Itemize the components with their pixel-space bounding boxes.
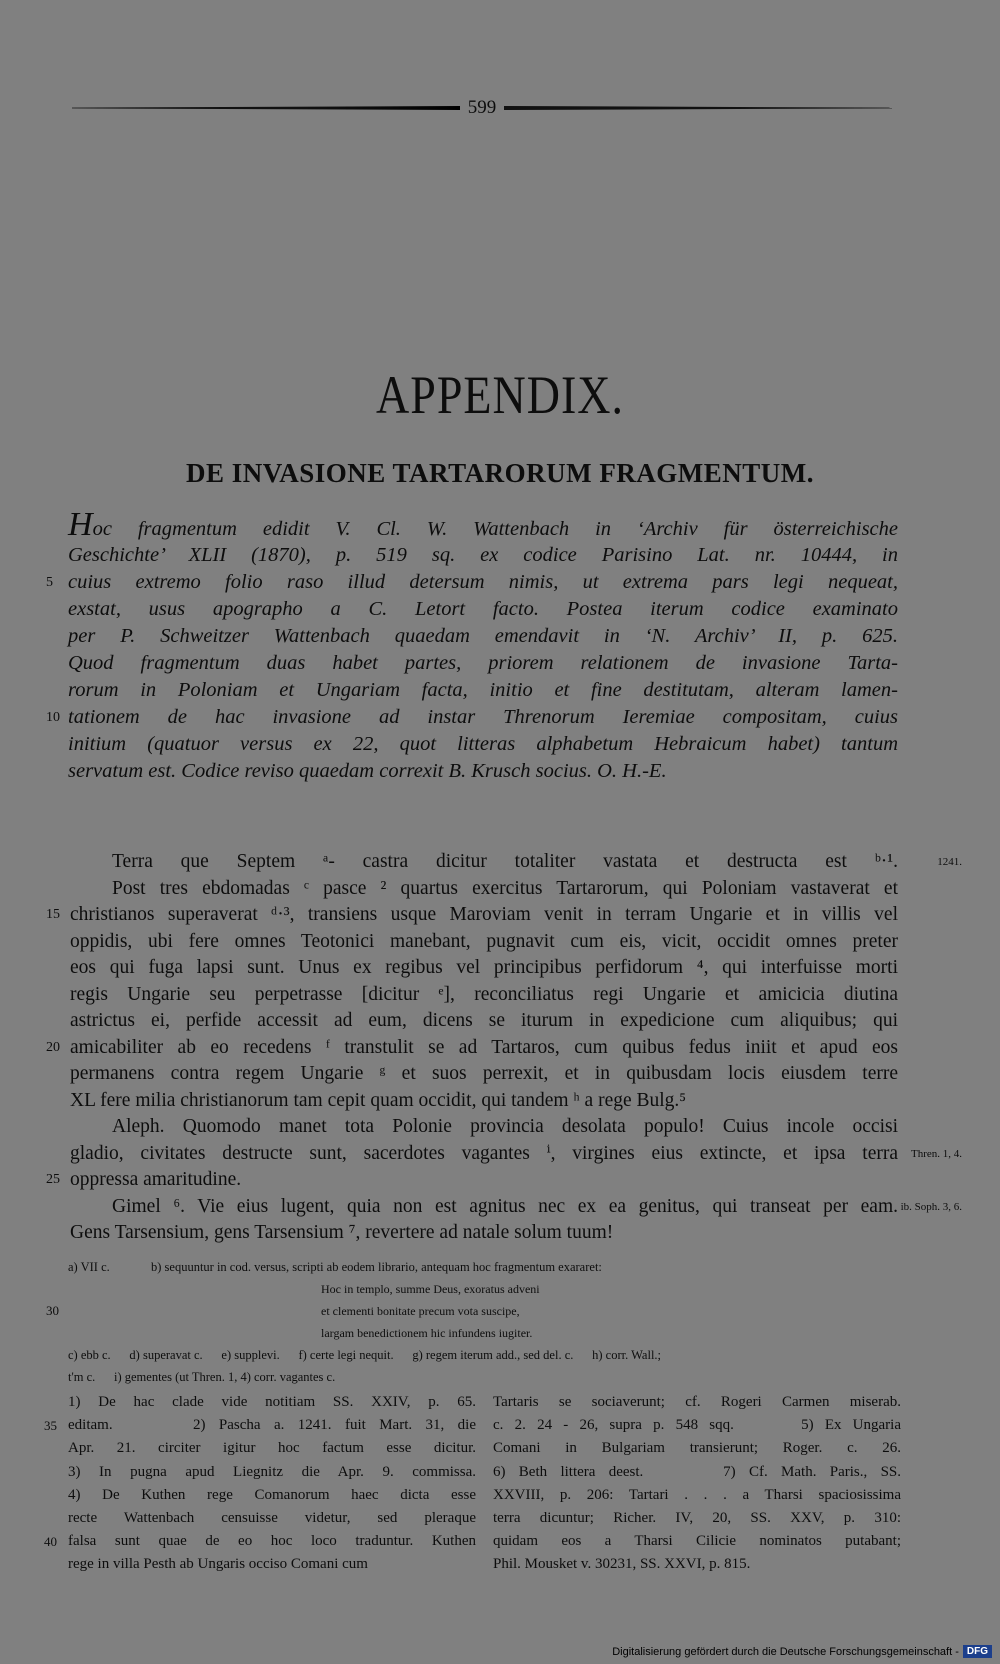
- intro-text: oc fragmentum edidit V. Cl. W. Wattenbach in ‘Archiv für österreichische: [92, 518, 898, 540]
- line-text: christianos superaverat ᵈ·³, transiens usque Maroviam venit in terram Ungarie et in villis vel: [70, 904, 898, 925]
- footnote-text: terra dicuntur; Richer. IV, 20, SS. XXV, p. 310:: [493, 1509, 901, 1526]
- appendix-title: APPENDIX.: [376, 364, 624, 425]
- text-line: [70, 955, 898, 982]
- line-text: Gens Tarsensium, gens Tarsensium ⁷, revertere ad natale solum tuum!: [70, 1222, 614, 1243]
- footnote-line: [493, 1507, 901, 1530]
- footnote-line: [68, 1484, 476, 1507]
- text-line: [70, 1088, 898, 1115]
- footnote-text: 4) De Kuthen rege Comanorum haec dicta esse: [68, 1486, 476, 1503]
- footnote-text: Comani in Bulgariam transierunt; Roger. c. 26.: [493, 1440, 901, 1457]
- text-line: [70, 1114, 898, 1141]
- line-number: 20: [46, 1039, 60, 1055]
- text-line: [70, 1141, 962, 1168]
- footnote-line: [493, 1437, 901, 1460]
- apparatus-line-c: c) ebb c. d) superavat c. e) supplevi. f) certe legi nequit. g) regem iterum add., sed del. c. h) corr. Wall.;: [68, 1348, 662, 1362]
- line-text: Aleph. Quomodo manet tota Polonie provincia desolata populo! Cuius incole occisi: [112, 1116, 898, 1137]
- fragment-title: DE INVASIONE TARTARORUM FRAGMENTUM.: [185, 458, 815, 488]
- footnote-line: [68, 1437, 476, 1460]
- intro-line: [46, 569, 898, 596]
- verse-line: et clementi bonitate precum vota suscipe,: [321, 1304, 520, 1318]
- footnote-line: [68, 1391, 476, 1414]
- intro-line: [46, 704, 898, 731]
- footnote-text: quidam eos a Tharsi Cilicie nominatos putabant;: [493, 1533, 901, 1550]
- line-number: 15: [46, 907, 60, 922]
- intro-line: [68, 731, 898, 758]
- page-number: 599: [467, 97, 497, 118]
- introduction-paragraph: [46, 506, 898, 785]
- line-text: Gimel ⁶. Vie eius lugent, quia non est agnitus nec ex ea genitus, qui transeat per eam.: [112, 1195, 898, 1217]
- text-line: [70, 849, 962, 876]
- footnote-text: editam. 2) Pascha a. 1241. fuit Mart. 31, die: [68, 1417, 476, 1434]
- line-number: 40: [44, 1534, 57, 1550]
- intro-line: [68, 758, 898, 785]
- intro-line: [68, 623, 898, 650]
- line-text: amicabiliter ab eo recedens ᶠ transtulit se ad Tartaros, cum quibus fedus iniit et apud eos: [70, 1036, 898, 1058]
- header-rule-right: [504, 106, 892, 110]
- footnote-text: falsa sunt quae de eo hoc loco traduntur. Kuthen: [68, 1533, 476, 1550]
- apparatus-verse: [68, 1322, 898, 1344]
- intro-text: Geschichte’ XLII (1870), p. 519 sq. ex codice Parisino Lat. nr. 10444, in: [68, 544, 898, 566]
- footnote-text: 6) Beth littera deest. 7) Cf. Math. Paris., SS.: [493, 1463, 901, 1480]
- text-line: [46, 1035, 898, 1062]
- footnote-text: rege in villa Pesth ab Ungaris occiso Comani cum: [68, 1556, 368, 1573]
- text-line: [70, 982, 898, 1009]
- line-text: eos qui fuga lapsi sunt. Unus ex regibus vel principibus perfidorum ⁴, qui interfuisse morti: [70, 957, 898, 978]
- intro-line: [68, 650, 898, 677]
- verse-line: largam benedictionem hic infundens iugiter.: [321, 1326, 533, 1340]
- line-text: Post tres ebdomadas ᶜ pasce ² quartus exercitus Tartarorum, qui Poloniam vastaverat et: [112, 877, 898, 899]
- marginal-citation: 1241.: [937, 856, 962, 868]
- footnote-line: [493, 1391, 901, 1414]
- credit-text: Digitalisierung gefördert durch die Deutsche Forschungsgemeinschaft -: [612, 1645, 959, 1658]
- line-text: oppressa amaritudine.: [70, 1169, 242, 1190]
- header-rule-left: [72, 106, 460, 110]
- initial-letter: H: [68, 506, 93, 543]
- footnote-text: 3) In pugna apud Liegnitz die Apr. 9. commissa.: [68, 1463, 476, 1480]
- intro-line: [68, 596, 898, 623]
- intro-line: [68, 506, 898, 543]
- footnote-text: recte Wattenbach censuisse videtur, sed pleraque: [68, 1509, 476, 1526]
- footnote-line: [44, 1414, 476, 1437]
- apparatus-line-ab: [68, 1256, 898, 1278]
- footnote-line: [493, 1414, 901, 1437]
- intro-text: cuius extremo folio raso illud detersum nimis, ut extrema pars legi nequeat,: [68, 571, 898, 593]
- intro-text: Quod fragmentum duas habet partes, priorem relationem de invasione Tarta-: [68, 652, 898, 674]
- text-line: [70, 876, 898, 903]
- apparatus-note-a: a) VII c.: [68, 1260, 110, 1274]
- text-line: [70, 929, 898, 956]
- footnote-text: Apr. 21. circiter igitur hoc factum esse dicitur.: [68, 1440, 476, 1457]
- critical-apparatus: [46, 1256, 898, 1388]
- marginal-citation: ib. Soph. 3, 6.: [900, 1200, 962, 1213]
- footnote-text: 1) De hac clade vide notitiam SS. XXIV, p. 65.: [68, 1394, 476, 1410]
- intro-text: initium (quatuor versus ex 22, quot litteras alphabetum Hebraicum habet) tantum: [68, 733, 898, 755]
- footnote-line: [493, 1553, 901, 1576]
- intro-text: servatum est. Codice reviso quaedam correxit B. Krusch socius. O. H.-E.: [68, 760, 667, 782]
- line-number: 25: [46, 1172, 60, 1187]
- footnote-text: Phil. Mousket v. 30231, SS. XXVI, p. 815.: [493, 1556, 751, 1573]
- text-line: [70, 1061, 898, 1088]
- intro-text: rorum in Poloniam et Ungariam facta, initio et fine destitutam, alteram lamen-: [68, 679, 898, 701]
- footnote-line: [493, 1530, 901, 1553]
- line-text: permanens contra regem Ungarie ᵍ et suos perrexit, et in quibusdam locis eiusdem terre: [70, 1063, 898, 1084]
- footnote-text: XXVIII, p. 206: Tartari . . . a Tharsi spaciosissima: [493, 1486, 901, 1503]
- text-line: [70, 1220, 898, 1247]
- intro-line: [68, 542, 898, 569]
- dfg-logo: DFG: [963, 1645, 992, 1658]
- line-text: oppidis, ubi fere omnes Teotonici manebant, pugnavit cum eis, vicit, occidit omnes preter: [70, 930, 898, 952]
- line-number: 30: [46, 1303, 59, 1318]
- footnote-line: [493, 1484, 901, 1507]
- text-line: [70, 1008, 898, 1035]
- marginal-citation: Thren. 1, 4.: [910, 1147, 962, 1160]
- intro-text: tationem de hac invasione ad instar Threnorum Ieremiae compositam, cuius: [68, 706, 898, 728]
- line-number: 35: [44, 1418, 57, 1434]
- intro-text: exstat, usus apographo a C. Letort facto. Postea iterum codice examinato: [68, 598, 898, 620]
- intro-text: per P. Schweitzer Wattenbach quaedam emendavit in ‘N. Archiv’ II, p. 625.: [68, 625, 898, 647]
- footnote-line: [493, 1461, 901, 1484]
- footnotes-left-column: [44, 1391, 476, 1577]
- line-text: XL fere milia christianorum tam cepit quam occidit, qui tandem ʰ a rege Bulg.⁵: [70, 1089, 687, 1111]
- main-text: [46, 849, 962, 1247]
- footnote-line: [68, 1507, 476, 1530]
- line-text: Terra que Septem ᵃ- castra dicitur totaliter vastata et destructa est ᵇ·¹.: [112, 851, 898, 872]
- footnote-text: c. 2. 24 - 26, supra p. 548 sqq. 5) Ex Ungaria: [493, 1417, 901, 1434]
- apparatus-verse: [68, 1278, 898, 1300]
- footnote-line: [68, 1553, 476, 1576]
- intro-line: [68, 677, 898, 704]
- line-text: regis Ungarie seu perpetrasse [dicitur ᵉ], reconciliatus regi Ungarie et amicicia diutina: [70, 983, 898, 1005]
- digitization-credit: [612, 1645, 992, 1658]
- footnote-line: [68, 1461, 476, 1484]
- text-line: [46, 1167, 898, 1194]
- apparatus-note-b: b) sequuntur in cod. versus, scripti ab eodem librario, antequam hoc fragmentum exararet:: [151, 1260, 602, 1274]
- footnotes-right-column: [493, 1391, 901, 1577]
- text-line: [46, 902, 898, 929]
- line-number: 10: [46, 710, 60, 725]
- footnote-text: Tartaris se sociaverunt; cf. Rogeri Carmen miserab.: [493, 1394, 901, 1410]
- line-text: astrictus ei, perfide accessit ad eum, dicens se iturum in expedicione cum aliquibus; qui: [70, 1010, 898, 1031]
- line-number: 5: [46, 575, 53, 590]
- line-text: gladio, civitates destructe sunt, sacerdotes vagantes ⁱ, virgines eius extincte, et ipsa terra: [70, 1142, 898, 1164]
- verse-line: Hoc in templo, summe Deus, exoratus adveni: [321, 1282, 540, 1296]
- footnote-line: [44, 1530, 476, 1553]
- running-header: [72, 95, 892, 121]
- apparatus-verse: [46, 1300, 898, 1322]
- text-line: [70, 1194, 962, 1221]
- apparatus-line-i: t'm c. i) gementes (ut Thren. 1, 4) corr. vagantes c.: [68, 1370, 336, 1384]
